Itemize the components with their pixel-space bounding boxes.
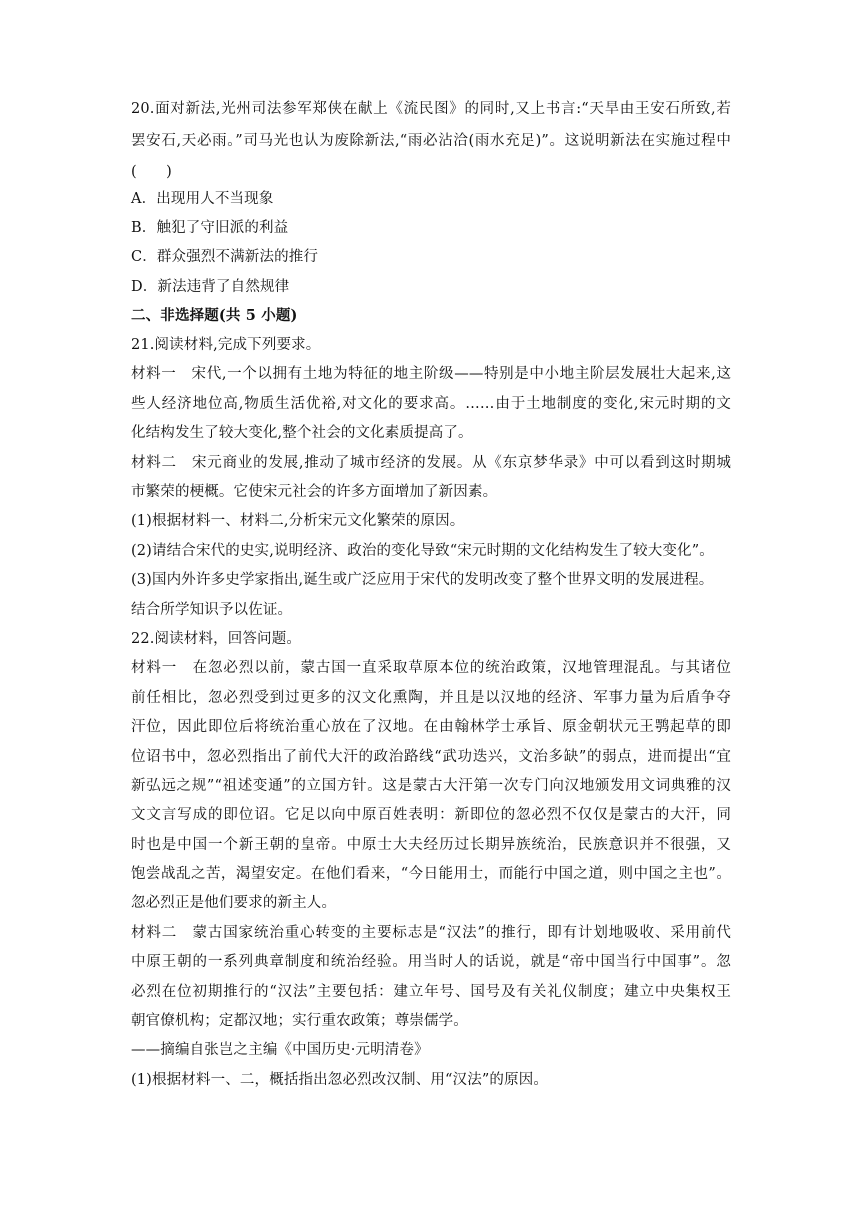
q22-material-1-line-3: 汗位，因此即位后将统治重心放在了汉地。在由翰林学士承旨、原金朝状元王鹗起草的即 [131,719,731,735]
q22-question-1: (1)根据材料一、二，概括指出忽必烈改汉制、用“汉法”的原因。 [131,1072,549,1088]
q22-material-2-line-4: 朝官僚机构；定都汉地；实行重农政策；尊崇儒学。 [131,1013,468,1029]
q20-option-a: A．出现用人不当现象 [131,191,274,207]
q21-material-2-line-1: 材料二 宋元商业的发展,推动了城市经济的发展。从《东京梦华录》中可以看到这时期城 [131,455,731,471]
q22-source: ——摘编自张岂之主编《中国历史·元明清卷》 [131,1042,429,1058]
q22-material-1-line-6: 文文言写成的即位诏。它足以向中原百姓表明：新即位的忽必烈不仅仅是蒙古的大汗，同 [131,807,731,823]
q22-material-1-line-5: 新弘远之规”“祖述变通”的立国方针。这是蒙古大汗第一次专门向汉地颁发用文词典雅的汉 [131,778,731,794]
q22-title: 22.阅读材料，回答问题。 [131,631,302,647]
q20-option-c: C．群众强烈不满新法的推行 [131,249,319,265]
q22-material-2-line-1: 材料二 蒙古国家统治重心转变的主要标志是“汉法”的推行，即有计划地吸收、采用前代 [131,925,731,941]
q21-material-1-line-1: 材料一 宋代,一个以拥有土地为特征的地主阶级——特别是中小地主阶层发展壮大起来,这 [131,366,731,382]
q20-stem-line-2: 罢安石,天必雨。”司马光也认为废除新法,“雨必沾洽(雨水充足)”。这说明新法在实施过程中 [131,133,731,149]
q20-option-b: B．触犯了守旧派的利益 [131,220,289,236]
q22-material-1-line-4: 位诏书中，忽必烈指出了前代大汗的政治路线“武功迭兴，文治多缺”的弱点，进而提出“宜 [131,749,731,765]
q21-question-3: (3)国内外许多史学家指出,诞生或广泛应用于宋代的发明改变了整个世界文明的发展进程。 [131,572,714,588]
q21-title: 21.阅读材料,完成下列要求。 [131,337,321,353]
q21-question-1: (1)根据材料一、材料二,分析宋元文化繁荣的原因。 [131,513,465,529]
q22-material-2-line-3: 必烈在位初期推行的“汉法”主要包括：建立年号、国号及有关礼仪制度；建立中央集权王 [131,984,731,1000]
q22-material-1-line-9: 忽必烈正是他们要求的新主人。 [131,895,337,911]
q22-material-1-line-2: 前任相比，忽必烈受到过更多的汉文化熏陶，并且是以汉地的经济、军事力量为后盾争夺 [131,690,731,706]
q22-material-1-line-8: 饱尝战乱之苦，渴望安定。在他们看来，“今日能用士，而能行中国之道，则中国之主也”。 [131,866,731,882]
q20-answer-blank: ( ) [131,164,172,180]
q22-material-2-line-2: 中原王朝的一系列典章制度和统治经验。用当时人的话说，就是“帝中国当行中国事”。忽 [131,954,731,970]
q20-stem-line-1: 20.面对新法,光州司法参军郑侠在献上《流民图》的同时,又上书言:“天旱由王安石所致,若 [131,101,731,117]
section-2-heading: 二、非选择题(共 5 小题) [131,307,298,324]
q22-material-1-line-1: 材料一 在忽必烈以前，蒙古国一直采取草原本位的统治政策，汉地管理混乱。与其诸位 [131,660,731,676]
q21-material-1-line-3: 化结构发生了较大变化,整个社会的文化素质提高了。 [131,425,473,441]
q21-question-3-cont: 结合所学知识予以佐证。 [131,602,293,618]
q20-option-d: D．新法违背了自然规律 [131,279,290,295]
q21-question-2: (2)请结合宋代的史实,说明经济、政治的变化导致“宋元时期的文化结构发生了较大变化”。 [131,543,714,559]
q21-material-2-line-2: 市繁荣的梗概。它使宋元社会的许多方面增加了新因素。 [131,484,498,500]
q21-material-1-line-2: 些人经济地位高,物质生活优裕,对文化的要求高。……由于土地制度的变化,宋元时期的文 [131,396,731,412]
q22-material-1-line-7: 时也是中国一个新王朝的皇帝。中原士大夫经历过长期异族统治，民族意识并不很强，又 [131,837,731,853]
